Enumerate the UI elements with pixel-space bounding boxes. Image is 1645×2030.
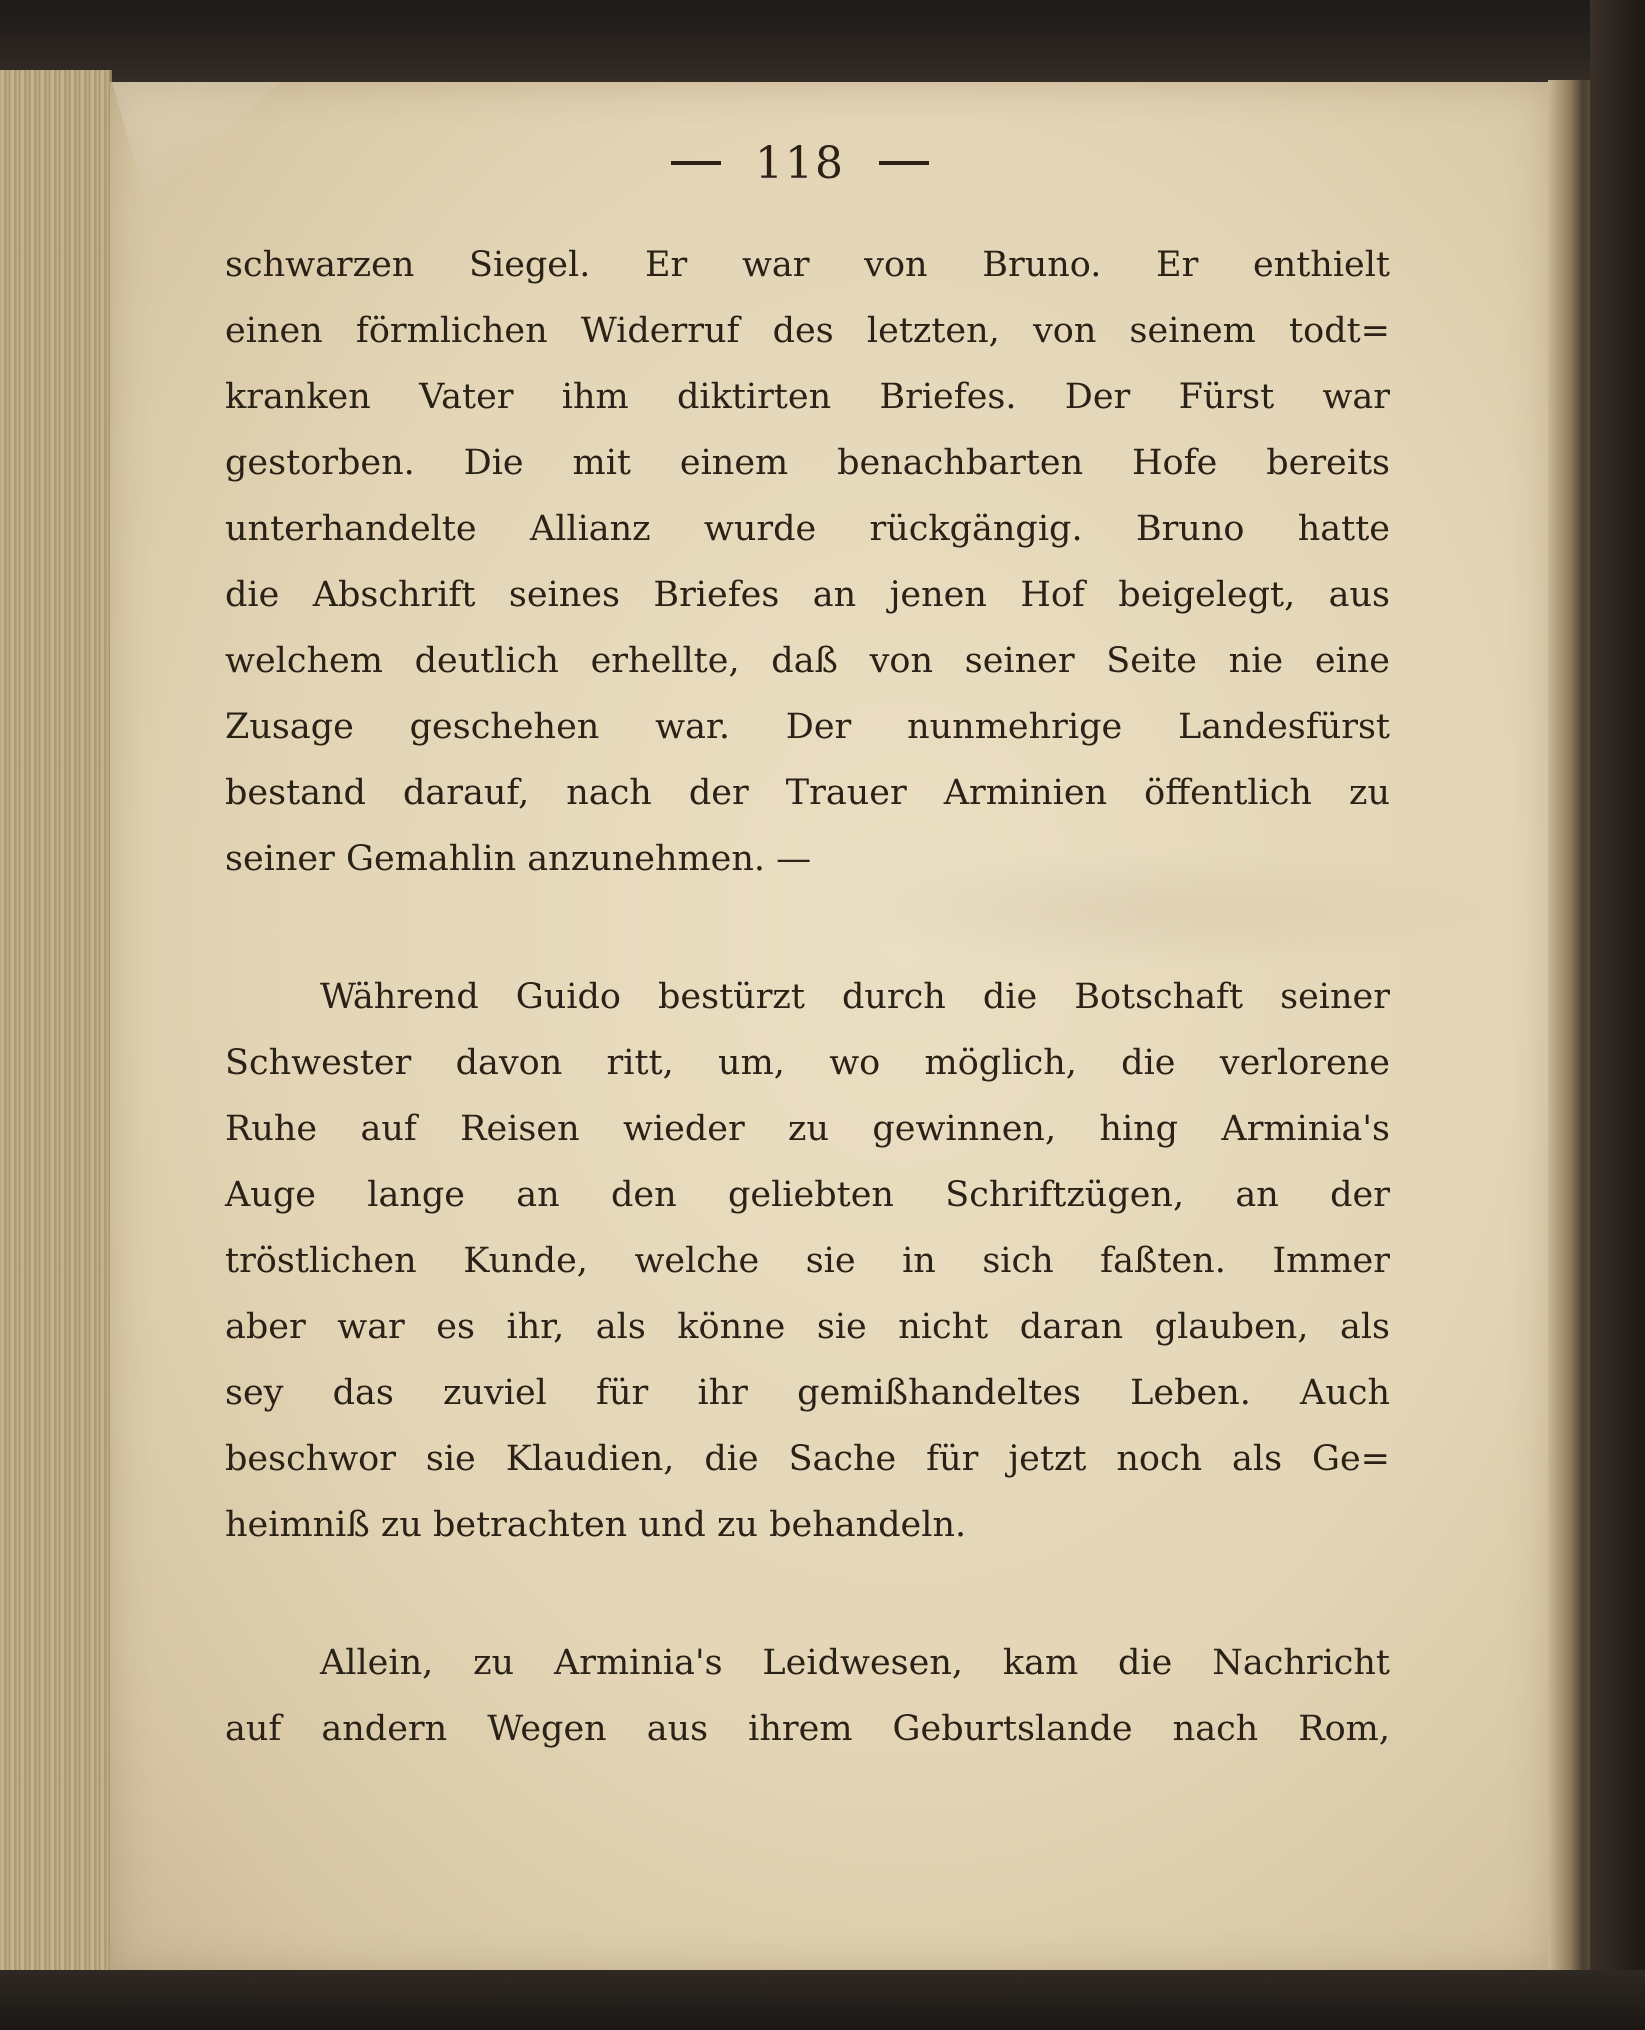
text-line: welchem deutlich erhellte, daß von seiner Seite nie eine [225,641,1390,681]
text-line: Schwester davon ritt, um, wo möglich, die verlorene [225,1043,1390,1083]
text-line: Zusage geschehen war. Der nunmehrige Landesfürst [225,707,1390,747]
paragraph-gap [225,892,1390,964]
header-dash-right [879,161,929,165]
paragraph-gap [225,1558,1390,1630]
text-line: unterhandelte Allianz wurde rückgängig. Bruno hatte [225,509,1390,549]
text-line: sey das zuviel für ihr gemißhandeltes Leben. Auch [225,1373,1390,1413]
text-line: Während Guido bestürzt durch die Botschaft seiner [320,977,1390,1017]
text-line: tröstlichen Kunde, welche sie in sich faßten. Immer [225,1241,1390,1281]
text-line: gestorben. Die mit einem benachbarten Hofe bereits [225,443,1390,483]
paragraph [225,232,1390,892]
scanner-frame-top [0,0,1645,95]
text-line: die Abschrift seines Briefes an jenen Hof beigelegt, aus [225,575,1390,615]
paragraph [225,964,1390,1558]
page-header [630,128,970,198]
text-line: heimniß zu betrachten und zu behandeln. [225,1505,967,1545]
text-line: beschwor sie Klaudien, die Sache für jetzt noch als Ge= [225,1439,1390,1479]
text-line: Auge lange an den geliebten Schriftzügen, an der [225,1175,1390,1215]
text-line: seiner Gemahlin anzunehmen. — [225,839,812,879]
page-number: 118 [755,137,845,189]
text-line: einen förmlichen Widerruf des letzten, von seinem todt= [225,311,1390,351]
text-line: aber war es ihr, als könne sie nicht daran glauben, als [225,1307,1390,1347]
text-line: auf andern Wegen aus ihrem Geburtslande nach Rom, [225,1709,1390,1749]
text-line: Ruhe auf Reisen wieder zu gewinnen, hing Arminia's [225,1109,1390,1149]
page-edges [0,70,112,1970]
scanner-frame-right [1590,0,1645,2030]
text-line: bestand darauf, nach der Trauer Arminien öffentlich zu [225,773,1390,813]
body-text [225,232,1390,1762]
header-dash-left [671,161,721,165]
text-line: kranken Vater ihm diktirten Briefes. Der Fürst war [225,377,1390,417]
text-line: schwarzen Siegel. Er war von Bruno. Er enthielt [225,245,1390,285]
text-line: Allein, zu Arminia's Leidwesen, kam die Nachricht [320,1643,1390,1683]
paragraph [225,1630,1390,1762]
scanner-frame-bottom [0,1970,1645,2030]
